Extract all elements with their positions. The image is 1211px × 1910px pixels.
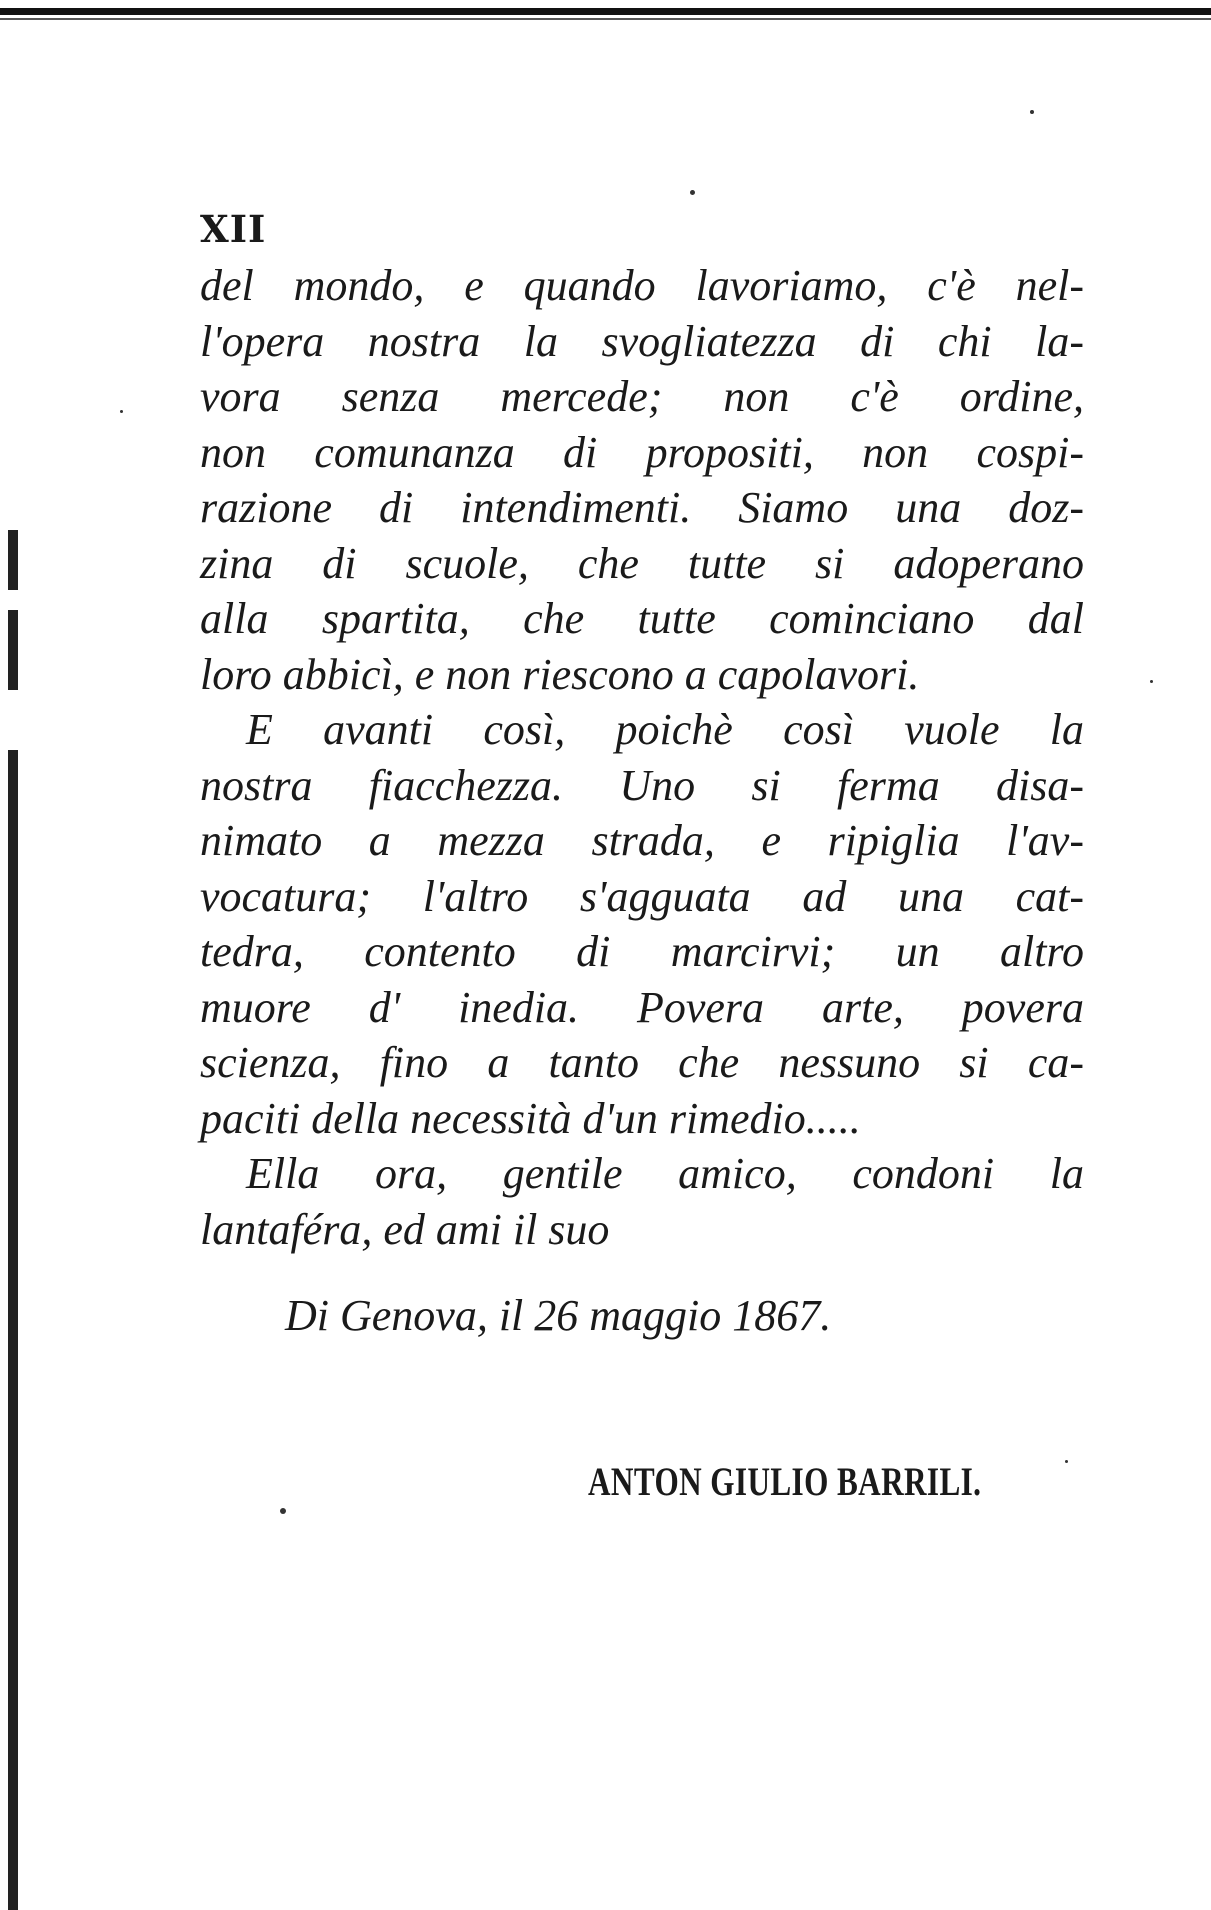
paragraph-start-line: Ella ora, gentile amico, condoni la bbox=[246, 1149, 1084, 1198]
top-border-thin-rule bbox=[0, 18, 1211, 20]
scan-speck bbox=[120, 410, 123, 413]
text-line: scienza, fino a tanto che nessuno si ca- bbox=[200, 1038, 1084, 1087]
text-line: vocatura; l'altro s'agguata ad una cat- bbox=[200, 871, 1084, 921]
scan-speck bbox=[1065, 1460, 1068, 1463]
edge-mark bbox=[8, 750, 18, 1910]
text-line: paciti della necessità d'un rimedio..... bbox=[200, 1093, 861, 1143]
edge-mark bbox=[8, 530, 18, 590]
page-number: XII bbox=[200, 207, 267, 251]
text-line: del mondo, e quando lavoriamo, c'è nel- bbox=[200, 261, 1084, 310]
left-page-edge bbox=[0, 290, 20, 1910]
paragraph-start-line: E avanti così, poichè così vuole la bbox=[246, 705, 1084, 754]
dateline: Di Genova, il 26 maggio 1867. bbox=[285, 1291, 832, 1340]
scan-speck bbox=[1150, 680, 1153, 683]
text-line: nostra fiacchezza. Uno si ferma disa- bbox=[200, 760, 1084, 810]
text-line: nimato a mezza strada, e ripiglia l'av- bbox=[200, 816, 1084, 865]
scan-speck bbox=[1030, 110, 1034, 114]
text-line: muore d' inedia. Povera arte, povera bbox=[200, 982, 1084, 1032]
text-line: zina di scuole, che tutte si adoperano bbox=[200, 538, 1084, 588]
top-border-rule bbox=[0, 8, 1211, 15]
author-signature: ANTON GIULIO BARRILI. bbox=[588, 1459, 982, 1504]
text-line: tedra, contento di marcirvi; un altro bbox=[200, 927, 1084, 976]
text-line: l'opera nostra la svogliatezza di chi la- bbox=[200, 316, 1084, 366]
text-line: lantaféra, ed ami il suo bbox=[200, 1204, 610, 1254]
body-text bbox=[200, 258, 1084, 1257]
text-line: alla spartita, che tutte cominciano dal bbox=[200, 594, 1084, 643]
scan-speck bbox=[280, 1508, 286, 1514]
edge-mark bbox=[8, 610, 18, 690]
text-line: loro abbicì, e non riescono a capolavori. bbox=[200, 649, 920, 699]
text-line: vora senza mercede; non c'è ordine, bbox=[200, 372, 1084, 421]
text-line: non comunanza di propositi, non cospi- bbox=[200, 427, 1084, 477]
scan-speck bbox=[690, 190, 695, 195]
text-line: razione di intendimenti. Siamo una doz- bbox=[200, 483, 1084, 532]
